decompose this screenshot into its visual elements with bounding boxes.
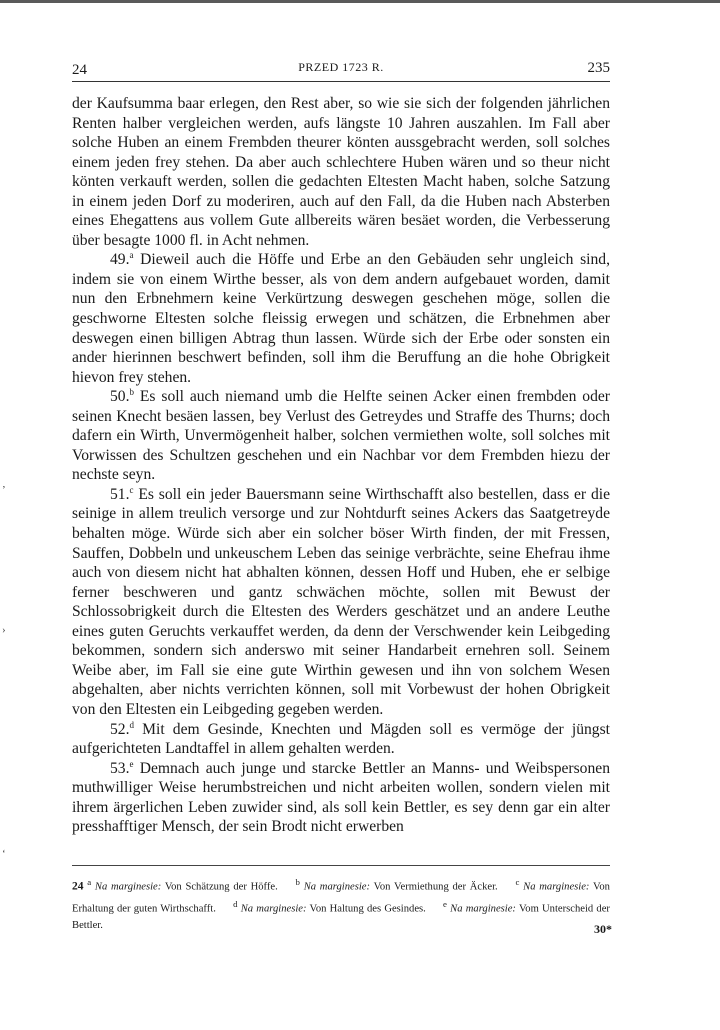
footnote-ref: 24 xyxy=(72,880,84,893)
footnote-b: Von Vermiethung der Äcker. xyxy=(373,881,498,893)
footnote-mark: b xyxy=(129,387,134,398)
paragraph-53: 53.$^e$ Demnach auch junge und starcke Bettler an Manns- und Weibspersonen muthwilliger Weise herumbstreichen und nicht arbeiten wollen, sondern vielen mit ihrem ärgerlichen Leben zuwider sind, als soll kein Bettler, es sey denn gar ein alter presshafftiger Mensch, der sein Brodt nicht erwerben xyxy=(72,758,610,836)
footnote-e: Vom Unterscheid der Bettler. xyxy=(72,903,610,932)
footnote-a: Von Schätzung der Höffe. xyxy=(164,881,278,893)
footnote-mark: e xyxy=(129,758,134,769)
page-number: 235 xyxy=(587,60,610,76)
paragraph-number: 51. xyxy=(110,485,130,503)
top-border xyxy=(0,0,720,3)
paragraph-49: 49.$^a$ Dieweil auch die Höffe und Erbe an den Gebäuden sehr ungleich sind, indem sie von einem Wirthe besser, als von dem andern aufgebauet worden, damit nun den Erbnehmern keine Verkürtzung deswegen geschehen möge, sollen die geschworne Eltesten solche fleissig erwegen und schätzen, die Erbnehmen aber deswegen einen billigen Abtrag thun lassen. Würde sich der Erbe oder sonsten ein ander hierinnen beschwert befinden, soll ihm die Beruffung an die hohe Obrigkeit hievon frey stehen. xyxy=(72,250,611,386)
signature-mark: 30* xyxy=(594,922,612,936)
paragraph-number: 50. xyxy=(110,388,130,406)
margin-tick: ʼ xyxy=(2,484,6,496)
footnote-mark: c xyxy=(129,484,134,495)
footnote-c: Von Erhaltung der guten Wirthschafft. xyxy=(72,881,610,915)
margin-tick: ʻ xyxy=(2,848,6,860)
paragraph-continued: der Kaufsumma baar erlegen, den Rest aber, so wie sie sich der folgenden jährlichen Renten halber vergleichen werden, aufs längste 10 Jahren auszahlen. Im Fall aber solche Huben an einem Frembden theurer könten aussgebracht werden, soll solches einem jeden frey stehen. Da aber auch schlechtere Huben wären und so theur nicht könten verkauft werden, sollen die gedachten Eltesten Macht haben, solche Satzung in einem jeden Dorf zu moderiren, auch auf den Fall, da die Huben nach Absterben eines Ehegattens aus vollem Gute allbereits wären besäet worden, die Verbesserung über besagte 1000 fl. in Acht nehmen. xyxy=(72,95,610,249)
paragraph-number: 52. xyxy=(110,720,130,738)
paragraph-number: 53. xyxy=(110,759,130,777)
footnote-mark: d xyxy=(129,719,134,730)
running-header xyxy=(72,60,610,82)
footnote-mark: a xyxy=(129,250,134,261)
header-left-number: 24 xyxy=(72,62,87,78)
footnote-d: Von Haltung des Gesindes. xyxy=(309,903,426,915)
header-rule xyxy=(72,81,610,82)
body-text xyxy=(72,94,610,837)
paragraph-number: 49. xyxy=(110,251,130,269)
paragraph-52: 52.$^d$ Mit dem Gesinde, Knechten und Mägden soll es vermöge der jüngst aufgerichteten Landtaffel in allem gehalten werden. xyxy=(72,719,610,758)
header-title: PRZED 1723 R. xyxy=(298,60,384,74)
paragraph-50: 50.$^b$ Es soll auch niemand umb die Helfte seinen Acker einen frembden oder seinen Knecht besäen lassen, bey Verlust des Getreydes und Straffe des Thurns; doch dafern ein Wirth, Unvermögenheit halber, solchen vermiethen wolte, soll solches mit Vorwissen des Schultzen geschehen und ein Nachbar vor dem Frembden hiezu der nechste seyn. xyxy=(72,387,611,484)
footnote-rule xyxy=(72,865,610,868)
footnotes: 24 $^a$ Na marginesie: Von Schätzung der Höffe. $^b$ Na marginesie: Von Vermiethung der Äcker. $^c$ Na marginesie: Von Erhaltung der guten Wirthschafft. $^d$ Na marginesie: Von Haltung des Gesindes. $^e$ Na marginesie: Vom Unterscheid der Bettler. xyxy=(72,877,610,932)
paragraph-51: 51.$^c$ Es soll ein jeder Bauersmann seine Wirthschafft also bestellen, dass er die seinige in allem treulich versorge und zur Nohtdurft seines Ackers das Saatgetreyde behalten möge. Würde sich aber ein solcher böser Wirth finden, der mit Fressen, Sauffen, Dobbeln und unkeuschem Leben das seinige verbrächte, seine Ehefrau ihme auch von diesem nicht hat abhalten können, dessen Hoff und Huben, ehe er selbige ferner beschweren und gantz schwächen möchte, sollen mit Bewust der Schlossobrigkeit durch die Eltesten des Werders geschätzet und an andere Leuthe eines guten Geruchts verkauffet werden, da denn der Verschwender kein Leibgeding bekommen, sondern sich anderswo mit seiner Handarbeit ernehren soll. Seinem Weibe aber, im Fall sie eine gute Wirthin gewesen und ihn von solchem Wesen abgehalten, aber nichts verrichten können, soll mit Vorbewust der hohen Obrigkeit von den Eltesten ein Leibgeding gegeben werden. xyxy=(72,484,610,718)
margin-arrow-icon: › xyxy=(2,624,6,636)
